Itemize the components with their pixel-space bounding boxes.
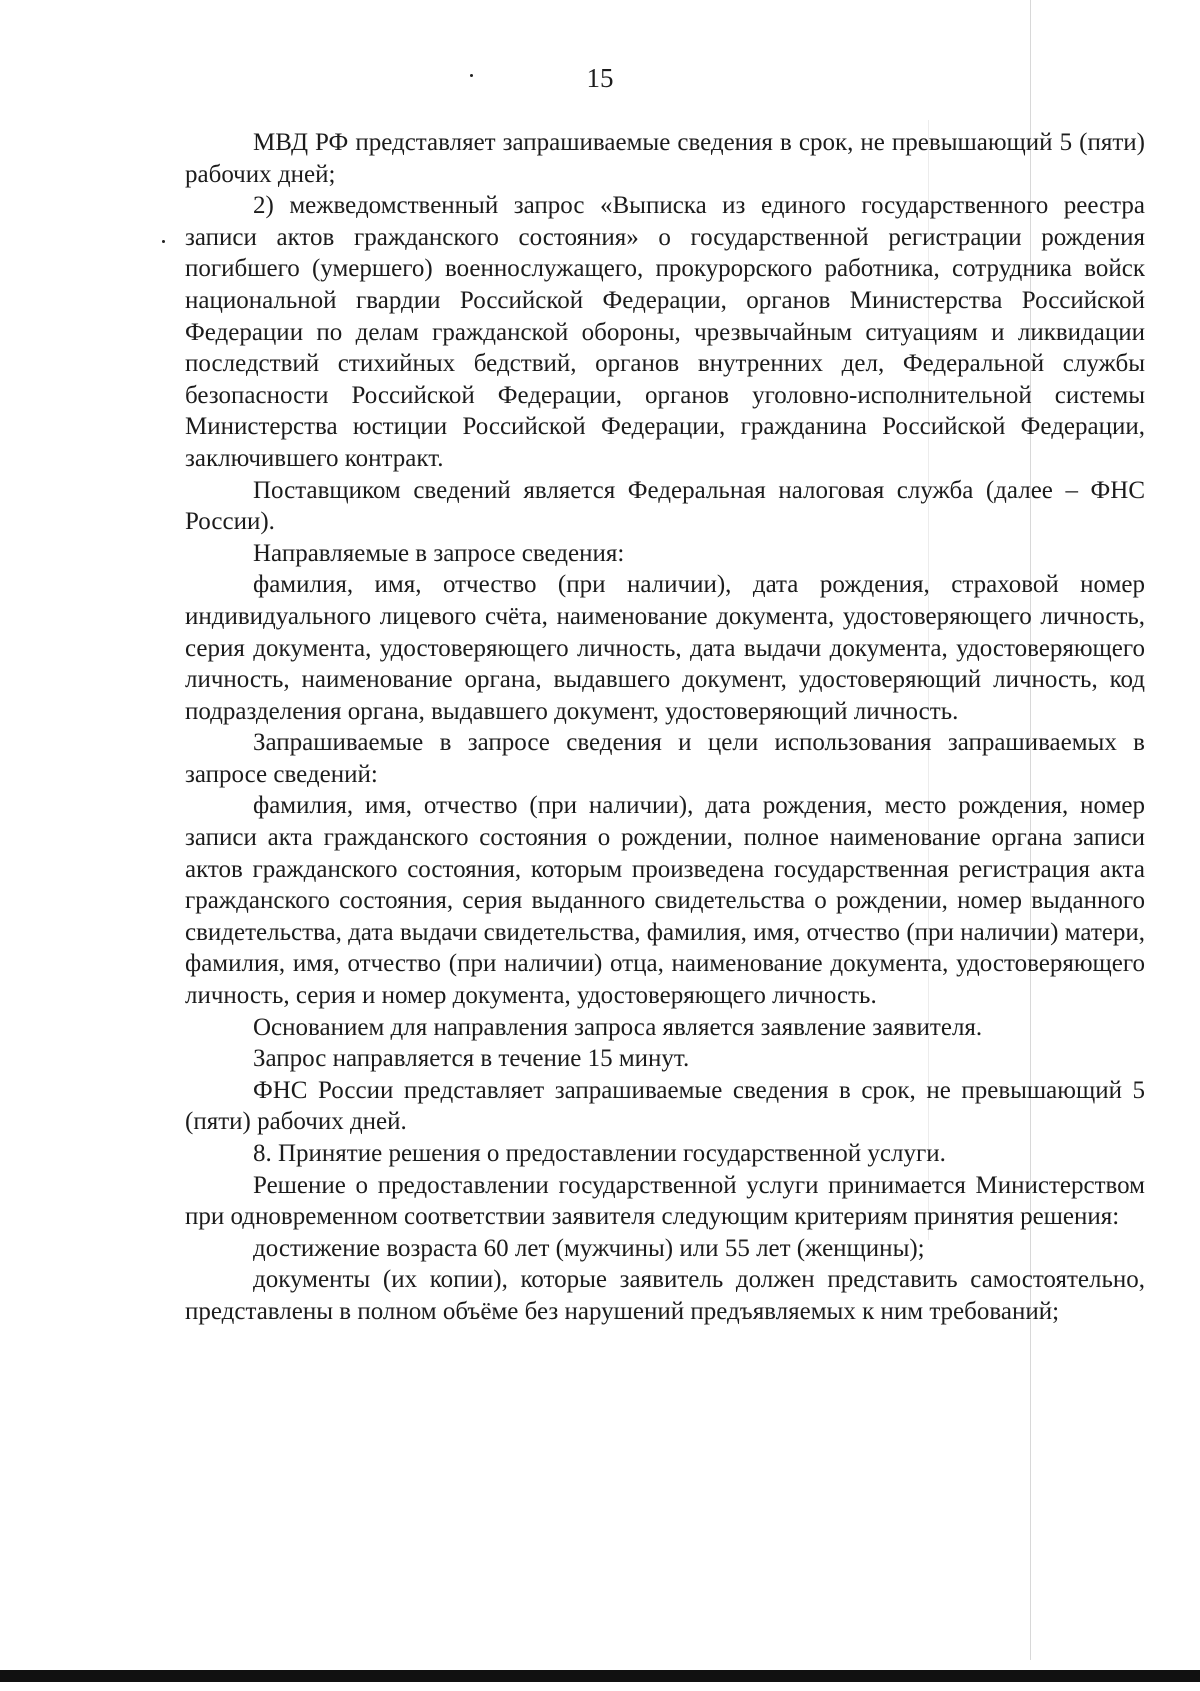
paragraph: документы (их копии), которые заявитель должен представить самостоятельно, представлены в полном объёме без нарушений предъявляемых к ним требований;: [185, 1266, 1145, 1325]
paragraph: МВД РФ представляет запрашиваемые сведения в срок, не превышающий 5 (пяти) рабочих дней;: [185, 129, 1145, 188]
paragraph: достижение возраста 60 лет (мужчины) или 55 лет (женщины);: [253, 1234, 925, 1262]
section-heading: 8. Принятие решения о предоставлении государственной услуги.: [253, 1140, 946, 1167]
scan-speck: [162, 240, 165, 243]
paragraph: фамилия, имя, отчество (при наличии), дата рождения, страховой номер индивидуального лицевого счёта, наименование документа, удостоверяющего личность, серия документа, удостоверяющего личность, дата выдачи документа, удостоверяющего личность, наименование органа, выдавшего документ, удостоверяющий личность, код подразделения органа, выдавшего документ, удостоверяющий личность.: [185, 571, 1145, 725]
paragraph: Направляемые в запросе сведения:: [253, 539, 625, 567]
page-number: 15: [586, 63, 614, 93]
paragraph: ФНС России представляет запрашиваемые сведения в срок, не превышающий 5 (пяти) рабочих дней.: [185, 1076, 1145, 1136]
page-bottom-border: [0, 1670, 1200, 1682]
paragraph: Запрос направляется в течение 15 минут.: [253, 1045, 690, 1073]
paragraph: фамилия, имя, отчество (при наличии), дата рождения, место рождения, номер записи акта гражданского состояния о рождении, полное наименование органа записи актов гражданского состояния, которым произведена государственная регистрация акта гражданского состояния, серия выданного свидетельства о рождении, номер выданного свидетельства, дата выдачи свидетельства, фамилия, имя, отчество (при наличии) матери, фамилия, имя, отчество (при наличии) отца, наименование документа, удостоверяющего личность, серия и номер документа, удостоверяющего личность.: [185, 792, 1145, 1010]
paragraph: Поставщиком сведений является Федеральная налоговая служба (далее – ФНС России).: [185, 476, 1145, 536]
paragraph: Решение о предоставлении государственной услуги принимается Министерством при одновременном соответствии заявителя следующим критериям принятия решения:: [185, 1171, 1145, 1231]
paragraph: Основанием для направления запроса является заявление заявителя.: [253, 1013, 983, 1041]
paragraph: Запрашиваемые в запросе сведения и цели использования запрашиваемых в запросе сведений:: [185, 729, 1145, 788]
paragraph: 2) межведомственный запрос «Выписка из единого государственного реестра записи актов гражданского состояния» о государственной регистрации рождения погибшего (умершего) военнослужащего, прокурорского работника, сотрудника войск национальной гвардии Российской Федерации, органов Министерства Российской Федерации по делам гражданской обороны, чрезвычайным ситуациям и ликвидации последствий стихийных бедствий, органов внутренних дел, Федеральной службы безопасности Российской Федерации, органов уголовно-исполнительной системы Министерства юстиции Российской Федерации, гражданина Российской Федерации, заключившего контракт.: [185, 192, 1145, 472]
body-text: [185, 127, 1145, 1328]
